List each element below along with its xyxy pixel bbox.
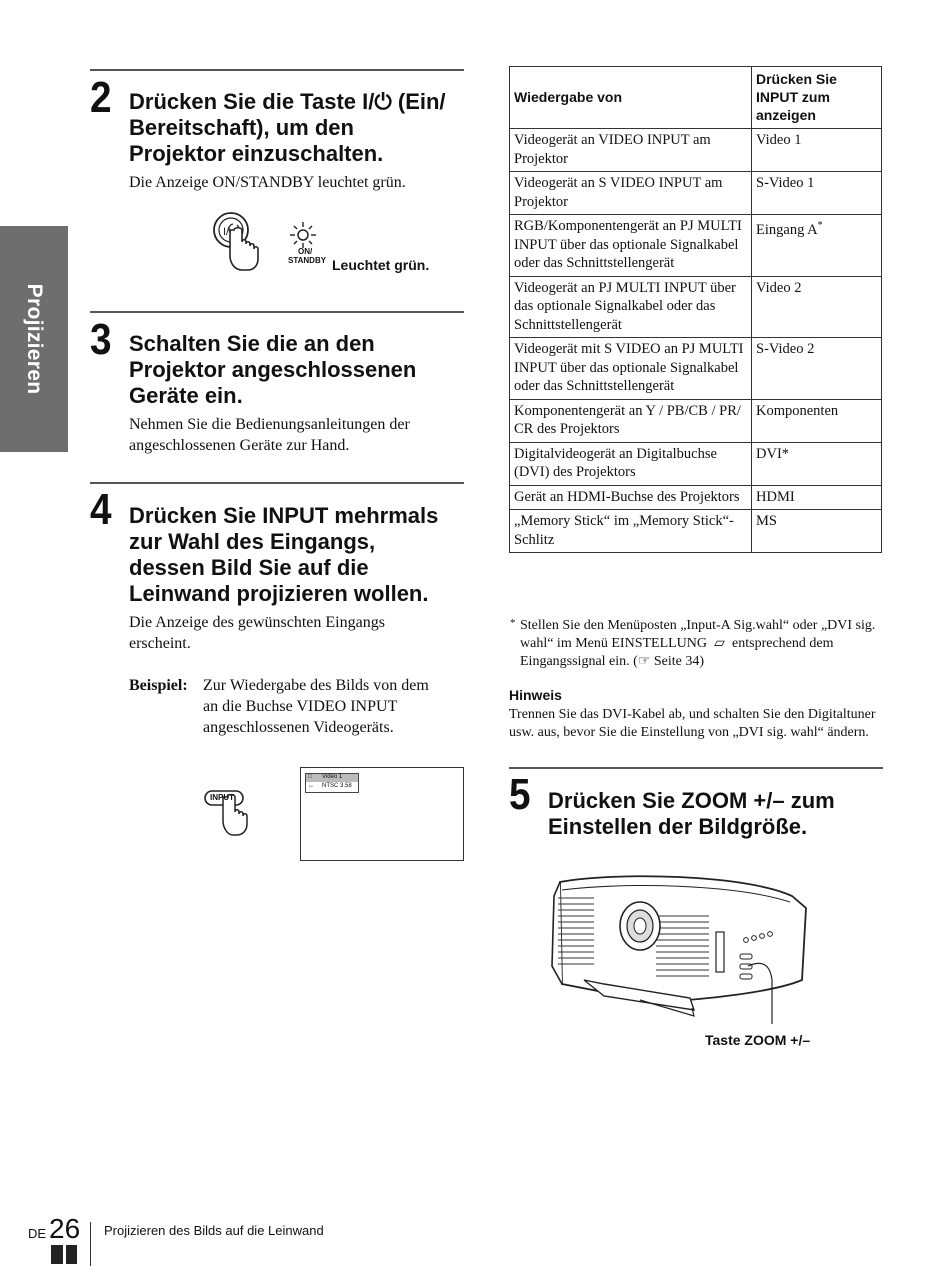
indicator-label-standby: STANDBY — [288, 256, 327, 265]
indicator-caption: Leuchtet grün. — [332, 257, 430, 273]
table-cell-source: Videogerät an S VIDEO INPUT am Projektor — [510, 172, 752, 215]
note-text: Trennen Sie das DVI-Kabel ab, und schalten Sie den Digitaltuner usw. aus, bevor Sie die Einstellung von „DVI sig. wahl“ ändern. — [509, 707, 876, 740]
step2-text: Die Anzeige ON/STANDBY leuchtet grün. — [129, 174, 406, 191]
table-cell-display: MS — [752, 510, 882, 553]
power-button-hand-illustration — [206, 208, 266, 278]
footnote-text-c: Seite 34) — [650, 654, 705, 669]
step2-divider — [90, 69, 464, 71]
table-row — [510, 129, 882, 172]
table-row — [510, 172, 882, 215]
table-cell-source: Komponentengerät an Y / PB/CB / PR/ CR des Projektors — [510, 399, 752, 442]
table-cell-source: Digitalvideogerät an Digitalbuchse (DVI) des Projektors — [510, 442, 752, 485]
input-button-label: INPUT — [210, 793, 234, 802]
table-row — [510, 510, 882, 553]
table-cell-display: S-Video 1 — [752, 172, 882, 215]
table-row — [510, 276, 882, 338]
osd-box — [305, 773, 359, 793]
table-row — [510, 485, 882, 510]
step5-title: Drücken Sie ZOOM +/– zum Einstellen der Bildgröße. — [548, 788, 835, 839]
table-cell-source: „Memory Stick“ im „Memory Stick“-Schlitz — [510, 510, 752, 553]
step3-number: 3 — [90, 315, 112, 364]
footnote-marker: * — [510, 617, 516, 629]
table-row — [510, 215, 882, 277]
osd-line-2: NTSC 3.58 — [322, 783, 352, 789]
table-cell-display-text: Eingang A — [756, 221, 818, 238]
step4-text: Die Anzeige des gewünschten Eingangs erscheint. — [129, 614, 385, 652]
step4-divider — [90, 482, 464, 484]
standby-indicator-light-icon — [288, 220, 318, 250]
section-tab-label: Projizieren — [23, 283, 46, 395]
table-header-source: Wiedergabe von — [510, 67, 752, 129]
step4-title: Drücken Sie INPUT mehrmals zur Wahl des Eingangs, dessen Bild Sie auf die Leinwand projizieren wollen. — [129, 503, 439, 606]
footer-separator — [90, 1222, 91, 1266]
table-cell-source: RGB/Komponentengerät an PJ MULTI INPUT über das optionale Signalkabel oder das Schnittstellengerät — [510, 215, 752, 277]
input-table — [509, 66, 882, 553]
step3-text: Nehmen Sie die Bedienungsanleitungen der angeschlossenen Geräte zur Hand. — [129, 416, 410, 454]
example-text: Zur Wiedergabe des Bilds von dem an die Buchse VIDEO INPUT angeschlossenen Videogeräts. — [203, 677, 429, 736]
table-cell-display: Video 2 — [752, 276, 882, 338]
step2-title: Drücken Sie die Taste I/⏻ (Ein/ Bereitschaft), um den Projektor einzuschalten. — [129, 89, 446, 166]
footnote-text-b: entsprechend dem Eingangssignal ein. ( — [520, 636, 834, 669]
footer-section-title: Projizieren des Bilds auf die Leinwand — [104, 1223, 324, 1238]
table-cell-display: HDMI — [752, 485, 882, 510]
step5-divider — [509, 767, 883, 769]
table-row — [510, 399, 882, 442]
video-input-icon: □ — [308, 774, 312, 780]
step2-number: 2 — [90, 73, 112, 122]
signal-icon: ↔ — [308, 783, 314, 789]
footnote-text-a: Stellen Sie den Menüposten „Input-A Sig.wahl“ oder „DVI sig. wahl“ im Menü EINSTELLUNG — [520, 618, 876, 651]
settings-menu-icon: ▱ — [714, 636, 725, 651]
page-ref-icon: ☞ — [637, 654, 651, 669]
zoom-button-caption: Taste ZOOM +/– — [705, 1032, 811, 1048]
footer-page-number: 26 — [49, 1213, 81, 1244]
footer-language: DE — [28, 1226, 47, 1241]
table-row — [510, 442, 882, 485]
svg-text:I/: I/ — [223, 226, 230, 238]
table-footnote-marker: * — [817, 220, 823, 231]
step3-divider — [90, 311, 464, 313]
step3-title: Schalten Sie die an den Projektor angeschlossenen Geräte ein. — [129, 331, 417, 408]
note-heading: Hinweis — [509, 687, 562, 703]
table-cell-display: S-Video 2 — [752, 338, 882, 400]
table-cell-display: Komponenten — [752, 399, 882, 442]
table-cell-source: Videogerät an VIDEO INPUT am Projektor — [510, 129, 752, 172]
footer-page-bar-gap — [63, 1245, 66, 1264]
screen-display-frame — [300, 767, 464, 861]
table-row — [510, 338, 882, 400]
example-label: Beispiel: — [129, 677, 188, 694]
table-header-row — [510, 67, 882, 129]
indicator-label-on: ON/ — [298, 247, 313, 256]
osd-line-1: Video 1 — [322, 774, 343, 780]
section-tab — [0, 226, 68, 452]
table-header-display: Drücken Sie INPUT zum anzeigen — [752, 67, 882, 129]
table-cell-source: Videogerät an PJ MULTI INPUT über das optionale Signalkabel oder das Schnittstellengerät — [510, 276, 752, 338]
table-cell-display: Video 1 — [752, 129, 882, 172]
step5-number: 5 — [509, 770, 531, 819]
step4-number: 4 — [90, 485, 112, 534]
table-footnote — [520, 617, 885, 671]
table-cell-display — [752, 215, 882, 277]
table-cell-source: Gerät an HDMI-Buchse des Projektors — [510, 485, 752, 510]
table-cell-display: DVI* — [752, 442, 882, 485]
table-cell-source: Videogerät mit S VIDEO an PJ MULTI INPUT über das optionale Signalkabel oder das Schnittstellengerät — [510, 338, 752, 400]
projector-illustration — [544, 868, 816, 1024]
